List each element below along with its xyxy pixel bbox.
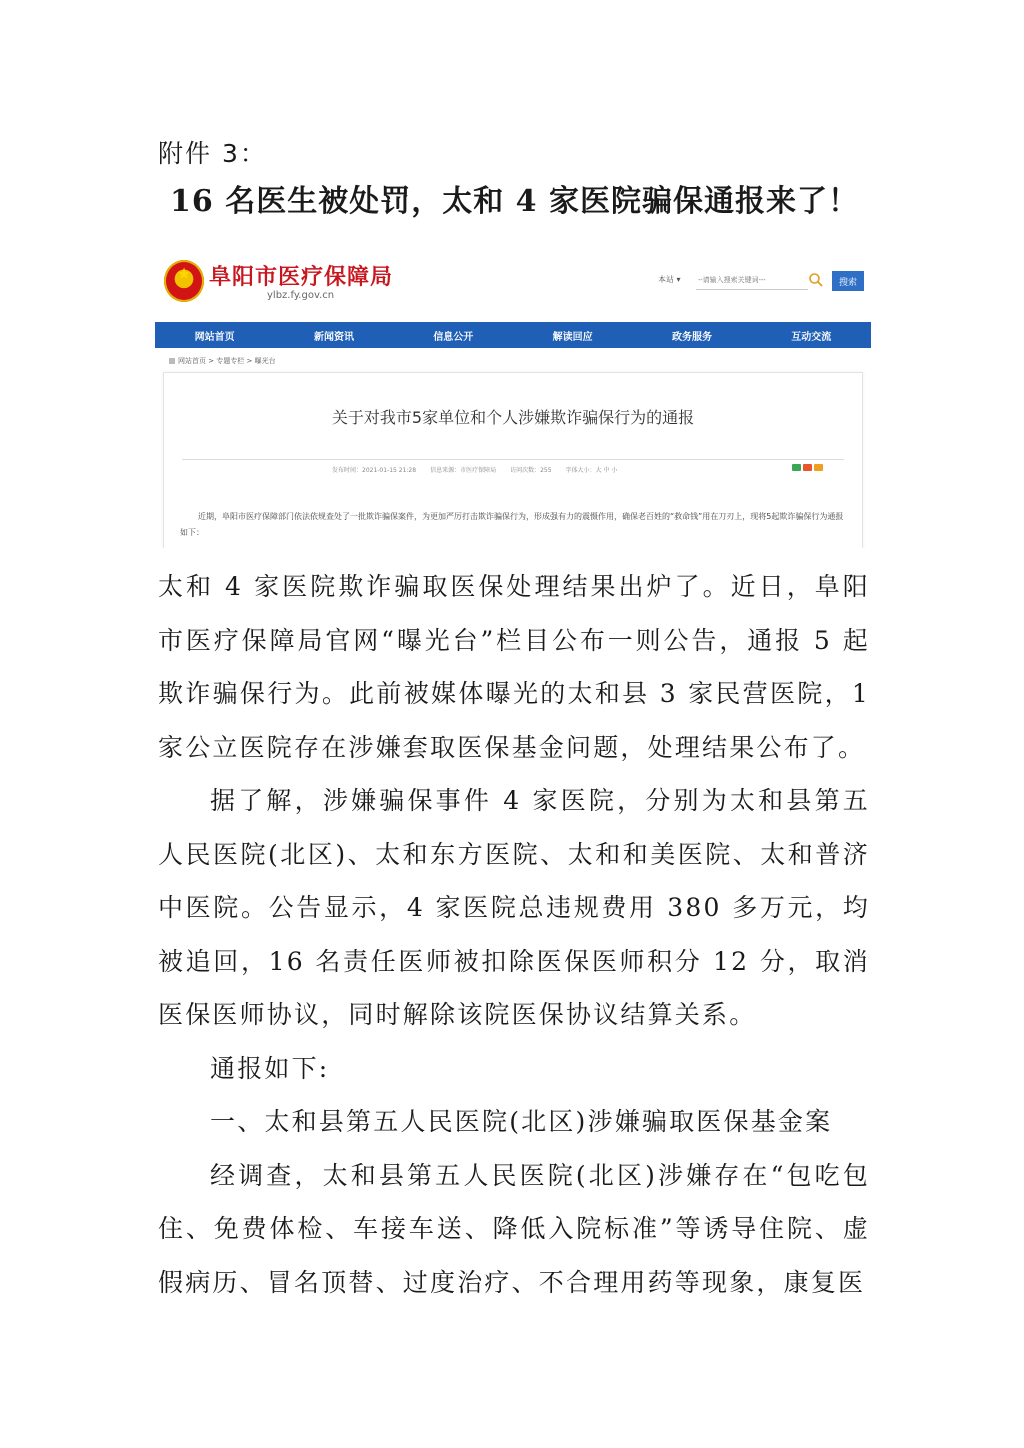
breadcrumb [169, 356, 276, 366]
section-heading: 一、太和县第五人民医院(北区)涉嫌骗取医保基金案 [210, 1107, 833, 1136]
home-icon [169, 358, 175, 364]
site-name: 阜阳市医疗保障局 [209, 265, 394, 290]
nav-interpretation[interactable]: 解读回应 [552, 331, 593, 343]
weibo-share-icon[interactable] [803, 464, 812, 471]
font-size-control[interactable]: 字体大小：大 中 小 [565, 467, 618, 474]
nav-home[interactable]: 网站首页 [194, 331, 235, 343]
search-button[interactable]: 搜索 [832, 271, 864, 291]
qzone-share-icon[interactable] [814, 464, 823, 471]
paragraph: 太和 4 家医院欺诈骗取医保处理结果出炉了。近日，阜阳市医疗保障局官网“曝光台”栏目公布一则公告，通报 5 起欺诈骗保行为。此前被媒体曝光的太和县 3 家民营医院，1 家公立医院存在涉嫌套取医保基金问题，处理结果公布了。 [158, 572, 870, 762]
website-screenshot [155, 246, 871, 548]
search-input[interactable] [696, 271, 808, 290]
share-buttons [792, 464, 823, 471]
search-bar [658, 271, 864, 291]
search-icon[interactable] [808, 272, 824, 288]
paragraph: 通报如下: [210, 1053, 330, 1083]
info-source: 信息来源：市医疗保障局 [430, 467, 497, 474]
paragraph: 据了解，涉嫌骗保事件 4 家医院，分别为太和县第五人民医院(北区)、太和东方医院、太和和美医院、太和普济中医院。公告显示，4 家医院总违规费用 380 多万元，均被追回，16 名责任医师被扣除医保医师积分 12 分，取消医保医师协议，同时解除该院医保协议结算关系。 [158, 786, 870, 1029]
nav-info-disclosure[interactable]: 信息公开 [433, 331, 474, 343]
article-title: 关于对我市5家单位和个人涉嫌欺诈骗保行为的通报 [331, 408, 695, 427]
site-header [155, 246, 871, 320]
attachment-label: 附件 3： [158, 139, 267, 168]
article-panel [163, 372, 863, 548]
publish-time: 发布时间：2021-01-15 21:28 [332, 467, 417, 474]
nav-news[interactable]: 新闻资讯 [313, 331, 354, 343]
main-nav [155, 322, 871, 348]
article-meta [332, 465, 617, 474]
national-emblem-icon [164, 260, 204, 302]
wechat-share-icon[interactable] [792, 464, 801, 471]
nav-services[interactable]: 政务服务 [671, 331, 712, 343]
article-body [158, 560, 870, 1309]
nav-interaction[interactable]: 互动交流 [791, 331, 832, 343]
breadcrumb-text[interactable]: 网站首页 > 专题专栏 > 曝光台 [178, 357, 276, 365]
site-domain: ylbz.fy.gov.cn [267, 290, 335, 301]
paragraph: 经调查，太和县第五人民医院(北区)涉嫌存在“包吃包住、免费体检、车接车送、降低入院标准”等诱导住院、虚假病历、冒名顶替、过度治疗、不合理用药等现象，康复医 [158, 1160, 870, 1297]
search-scope-select[interactable]: 本站 ▾ [658, 275, 681, 284]
divider [182, 459, 844, 460]
document-title: 16 名医生被处罚，太和 4 家医院骗保通报来了！ [170, 184, 859, 219]
view-count: 访问次数：255 [510, 467, 552, 474]
article-intro: 近期，阜阳市医疗保障部门依法依规查处了一批欺诈骗保案件，为更加严厉打击欺诈骗保行为，形成强有力的震慑作用，确保老百姓的“救命钱”用在刀刃上，现将5起欺诈骗保行为通报如下： [180, 512, 844, 537]
